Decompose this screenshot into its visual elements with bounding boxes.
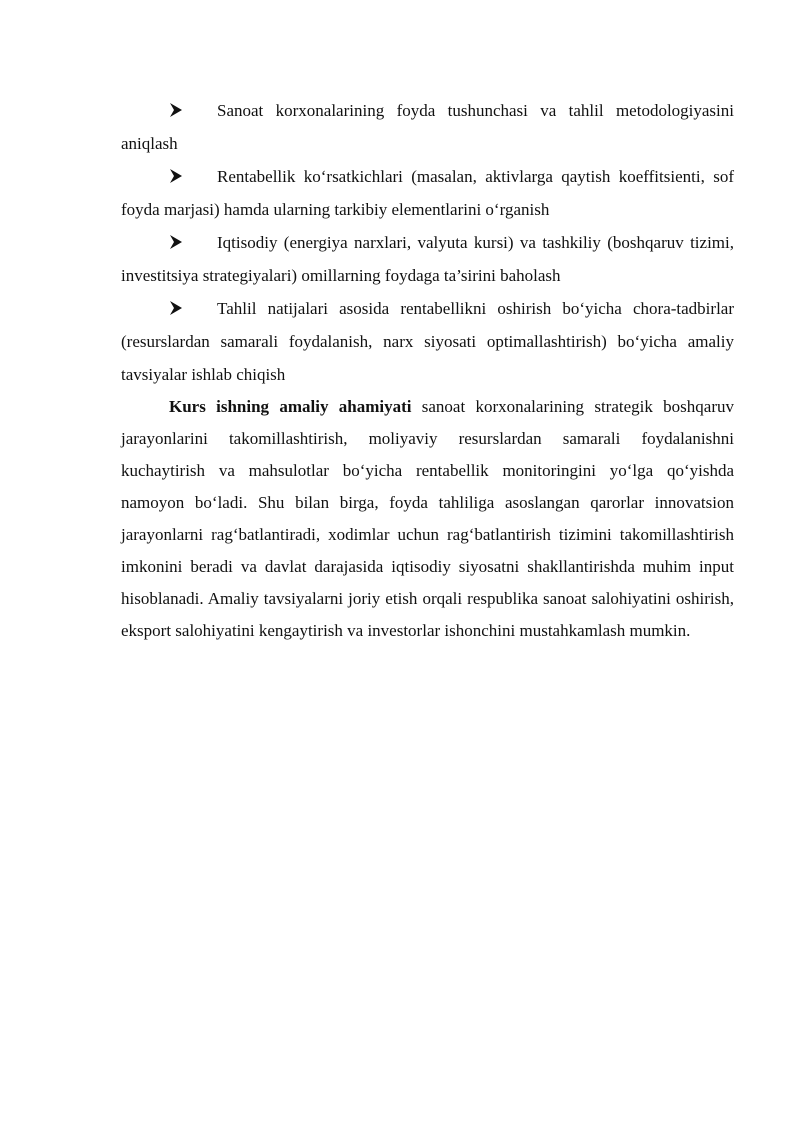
paragraph-bold-lead: Kurs ishning amaliy ahamiyati [169, 397, 412, 416]
body-paragraph [121, 391, 734, 647]
paragraph-text: sanoat korxonalarining strategik boshqaruv jarayonlarini takomillashtirish, moliyaviy resurslardan samarali foydalanishni kuchaytirish va mahsulotlar bo‘yicha rentabellik monitoringini yo‘lga qo‘yishda namoyon bo‘ladi. Shu bilan birga, foyda tahliliga asoslangan qarorlar innovatsion jarayonlarni rag‘batlantiradi, xodimlar uchun rag‘batlantirish tizimini takomillashtirish imkonini beradi va davlat darajasida iqtisodiy siyosatni shakllantirishda muhim input hisoblanadi. Amaliy tavsiyalarni joriy etish orqali respublika sanoat salohiyatini oshirish, eksport salohiyatini kengaytirish va investorlar ishonchini mustahkamlash mumkin. [121, 397, 734, 640]
bullet-text-2: Rentabellik ko‘rsatkichlari (masalan, aktivlarga qaytish koeffitsienti, sof foyda marjasi) hamda ularning tarkibiy elementlarini o‘rganish [121, 167, 734, 219]
bullet-item-2 [121, 160, 734, 226]
bullet-item-1 [121, 94, 734, 160]
arrowhead-bullet-icon [169, 102, 183, 118]
bullet-text-3: Iqtisodiy (energiya narxlari, valyuta kursi) va tashkiliy (boshqaruv tizimi, investitsiya strategiyalari) omillarning foydaga ta’sirini baholash [121, 233, 734, 285]
arrowhead-bullet-icon [169, 234, 183, 250]
document-page [121, 94, 734, 647]
bullet-text-1: Sanoat korxonalarining foyda tushunchasi va tahlil metodologiyasini aniqlash [121, 101, 734, 153]
bullet-item-3 [121, 226, 734, 292]
bullet-item-4 [121, 292, 734, 391]
arrowhead-bullet-icon [169, 168, 183, 184]
bullet-text-4: Tahlil natijalari asosida rentabellikni oshirish bo‘yicha chora-tadbirlar (resurslardan samarali foydalanish, narx siyosati optimallashtirish) bo‘yicha amaliy tavsiyalar ishlab chiqish [121, 299, 734, 384]
arrowhead-bullet-icon [169, 300, 183, 316]
